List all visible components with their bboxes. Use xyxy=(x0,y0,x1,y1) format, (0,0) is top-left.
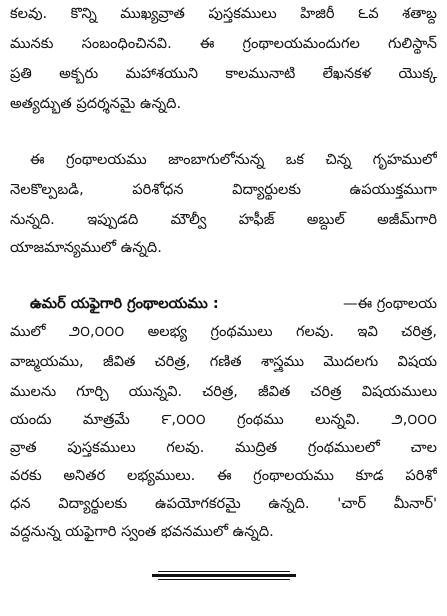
paragraph-3-line-3: వాఙ్మయము, జీవిత చరిత్ర, గణిత శాస్త్రము మొదలగు విషయ xyxy=(10,353,437,370)
paragraph-2-line-2: నెలకొల్పబడి, పరిశోధన విద్యార్థులకు ఉపయుక్తముగా xyxy=(10,181,437,198)
paragraph-3-line-2: ములో ౨౦,౦౦౦ అలభ్య గ్రంథములు గలవు. ఇవి చరిత్ర, xyxy=(10,323,437,340)
paragraph-3-line-1 xyxy=(30,294,437,314)
paragraph-1-line-4: అత్యద్భుత ప్రదర్శనమై ఉన్నది. xyxy=(10,95,182,112)
divider-thin-rule-bottom xyxy=(158,579,290,580)
paragraph-3-line-7: వరకు అనితర లభ్యములు. ఈ గ్రంథాలయము కూడ పరిశో xyxy=(10,467,437,484)
paragraph-3-line-4: ములను గూర్చి యున్నవి. చరిత్ర, జీవిత చరిత్ర విషయములు xyxy=(10,383,437,400)
paragraph-3-line-6: వ్రాత పుస్తకములు గలవు. ముద్రిత గ్రంథములలో చాల xyxy=(10,439,437,456)
paragraph-2-line-3: నున్నది. ఇప్పుడది మౌల్వీ హఫీజ్ అబ్దుల్ అజీమ్‌గారి xyxy=(10,211,437,228)
section-divider xyxy=(152,571,296,580)
paragraph-3-line-9: వద్దనున్న యఫైగారి స్వంత భవనములో ఉన్నది. xyxy=(10,523,274,540)
paragraph-3-line-5: యందు మాత్రమే ౯,౦౦౦ గ్రంథము లున్నవి. ౨,౦౦౦ xyxy=(10,411,437,428)
paragraph-1-line-1: కలవు. కొన్ని ముఖ్యవ్రాత పుస్తకములు హిజిరీ ౬వ శతాబ్ద xyxy=(10,5,437,22)
paragraph-2-line-1: ఈ గ్రంథాలయము జాంబాగులోనున్న ఒక చిన్న గృహములో xyxy=(30,151,437,168)
paragraph-1-line-3: ప్రతి అక్బరు మహాశయుని కాలమునాటి లేఖనకళ యొక్క xyxy=(10,65,437,82)
divider-thin-rule-top xyxy=(158,571,290,572)
divider-thick-rule xyxy=(152,574,296,577)
paragraph-1-line-2: మునకు సంబంధించినవి. ఈ గ్రంథాలయమందుగల గులిస్థాన్ xyxy=(10,35,437,52)
paragraph-2-line-4: యాజమాన్యములో ఉన్నది. xyxy=(10,239,162,256)
paragraph-3-line-8: ధన విద్యార్థులకు ఉపయోగకరమై ఉన్నది. 'చార్ మీనార్' xyxy=(10,495,437,512)
heading-continuation: —ఈ గ్రంథాలయ xyxy=(343,295,437,312)
section-heading: ఉమర్ యఫైగారి గ్రంథాలయము : xyxy=(30,295,219,312)
